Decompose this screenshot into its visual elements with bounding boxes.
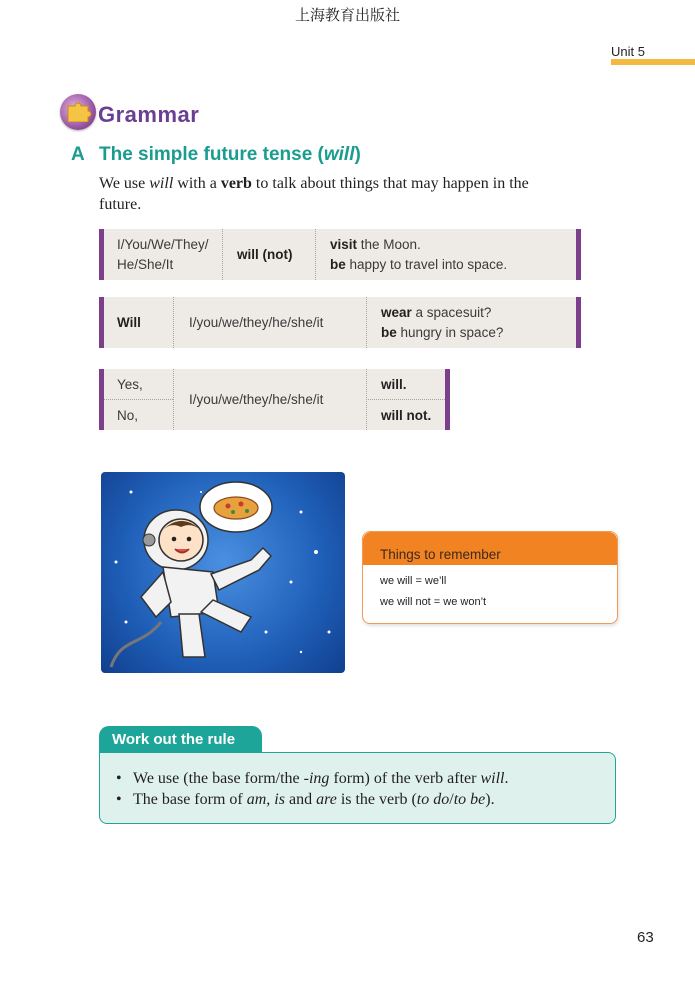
table-right-border bbox=[576, 297, 581, 348]
intro-will: will bbox=[149, 175, 174, 192]
section-title-close: ) bbox=[354, 144, 361, 165]
column-divider bbox=[173, 297, 174, 348]
answer-yes: Yes, bbox=[117, 377, 143, 392]
verb-visit: visit bbox=[330, 237, 358, 252]
table-row-2 bbox=[381, 325, 503, 340]
rule-to-do: to do bbox=[416, 791, 450, 808]
remember-title: Things to remember bbox=[380, 547, 501, 562]
table-row-2 bbox=[330, 257, 507, 272]
section-title bbox=[99, 144, 361, 166]
rule-part: form) of the verb after bbox=[329, 770, 481, 787]
rule-am-is: am, is bbox=[246, 791, 285, 808]
table-left-border bbox=[99, 297, 104, 348]
column-divider bbox=[222, 229, 223, 280]
rule-part: . bbox=[504, 770, 509, 787]
modal-text: will (not) bbox=[237, 247, 293, 262]
rule-tab-label: Work out the rule bbox=[112, 731, 236, 748]
intro-verb: verb bbox=[220, 175, 252, 192]
row-rest: a spacesuit? bbox=[411, 305, 492, 320]
grammar-puzzle-icon bbox=[60, 94, 96, 130]
table-row-1 bbox=[330, 237, 421, 252]
unit-underline bbox=[611, 59, 695, 65]
modal-will bbox=[117, 315, 141, 330]
column-divider bbox=[366, 297, 367, 348]
row-rest: happy to travel into space. bbox=[345, 257, 508, 272]
unit-label: Unit 5 bbox=[611, 44, 645, 59]
row-rest: the Moon. bbox=[357, 237, 421, 252]
verb-be: be bbox=[330, 257, 346, 272]
will-not-text: will not. bbox=[381, 408, 432, 423]
bullet-dot: • bbox=[116, 770, 122, 787]
rule-part: The base form of bbox=[133, 791, 247, 808]
rule-part: ). bbox=[485, 791, 495, 808]
question-table bbox=[99, 297, 581, 348]
publisher-name: 上海教育出版社 bbox=[294, 7, 400, 24]
answer-will-not bbox=[381, 408, 431, 423]
contraction-we-will: we will = we’ll bbox=[380, 575, 447, 587]
row-divider bbox=[366, 399, 445, 400]
rule-part: / bbox=[449, 791, 454, 808]
column-divider bbox=[315, 229, 316, 280]
table-left-border bbox=[99, 229, 104, 280]
subjects-line-2: He/She/It bbox=[117, 257, 174, 272]
rule-part: We use (the base form/the - bbox=[133, 770, 309, 787]
rule-are: are bbox=[316, 791, 337, 808]
page-number: 63 bbox=[637, 929, 654, 946]
things-to-remember-box bbox=[362, 531, 618, 624]
affirmative-negative-table bbox=[99, 229, 581, 280]
intro-part: to talk about things that may happen in the future. bbox=[99, 175, 529, 213]
table-row-1 bbox=[381, 305, 491, 320]
verb-be: be bbox=[381, 325, 397, 340]
will-text: will. bbox=[381, 377, 407, 392]
intro-part: We use bbox=[99, 175, 150, 192]
modal-text: Will bbox=[117, 315, 141, 330]
intro-part: with a bbox=[173, 175, 221, 192]
astronaut-drawing bbox=[101, 472, 345, 673]
rule-part: and bbox=[284, 791, 317, 808]
answer-subjects: I/you/we/they/he/she/it bbox=[189, 392, 324, 407]
verb-wear: wear bbox=[381, 305, 412, 320]
grammar-heading: Grammar bbox=[98, 102, 200, 127]
short-answer-table bbox=[99, 369, 450, 430]
rule-box bbox=[99, 752, 616, 824]
bullet-dot: • bbox=[116, 791, 122, 808]
rule-part: is the verb ( bbox=[336, 791, 417, 808]
answer-will bbox=[381, 377, 407, 392]
rule-to-be: to be bbox=[453, 791, 486, 808]
question-subjects: I/you/we/they/he/she/it bbox=[189, 315, 324, 330]
section-letter: A bbox=[71, 144, 85, 165]
rule-will: will bbox=[480, 770, 505, 787]
subjects-line-1: I/You/We/They/ bbox=[117, 237, 209, 252]
rule-bullet-1 bbox=[133, 770, 509, 788]
astronaut-illustration bbox=[101, 472, 345, 673]
modal-will-not bbox=[237, 247, 292, 262]
rule-bullet-2 bbox=[133, 791, 495, 809]
rule-ing: ing bbox=[308, 770, 330, 787]
answer-no: No, bbox=[117, 408, 139, 423]
column-divider bbox=[173, 369, 174, 430]
section-title-main: The simple future tense ( bbox=[99, 144, 324, 165]
section-title-will: will bbox=[323, 144, 355, 165]
table-right-border bbox=[445, 369, 450, 430]
row-divider bbox=[104, 399, 173, 400]
intro-text bbox=[99, 173, 559, 215]
contraction-we-will-not: we will not = we won’t bbox=[380, 596, 487, 608]
row-rest: hungry in space? bbox=[396, 325, 504, 340]
table-right-border bbox=[576, 229, 581, 280]
